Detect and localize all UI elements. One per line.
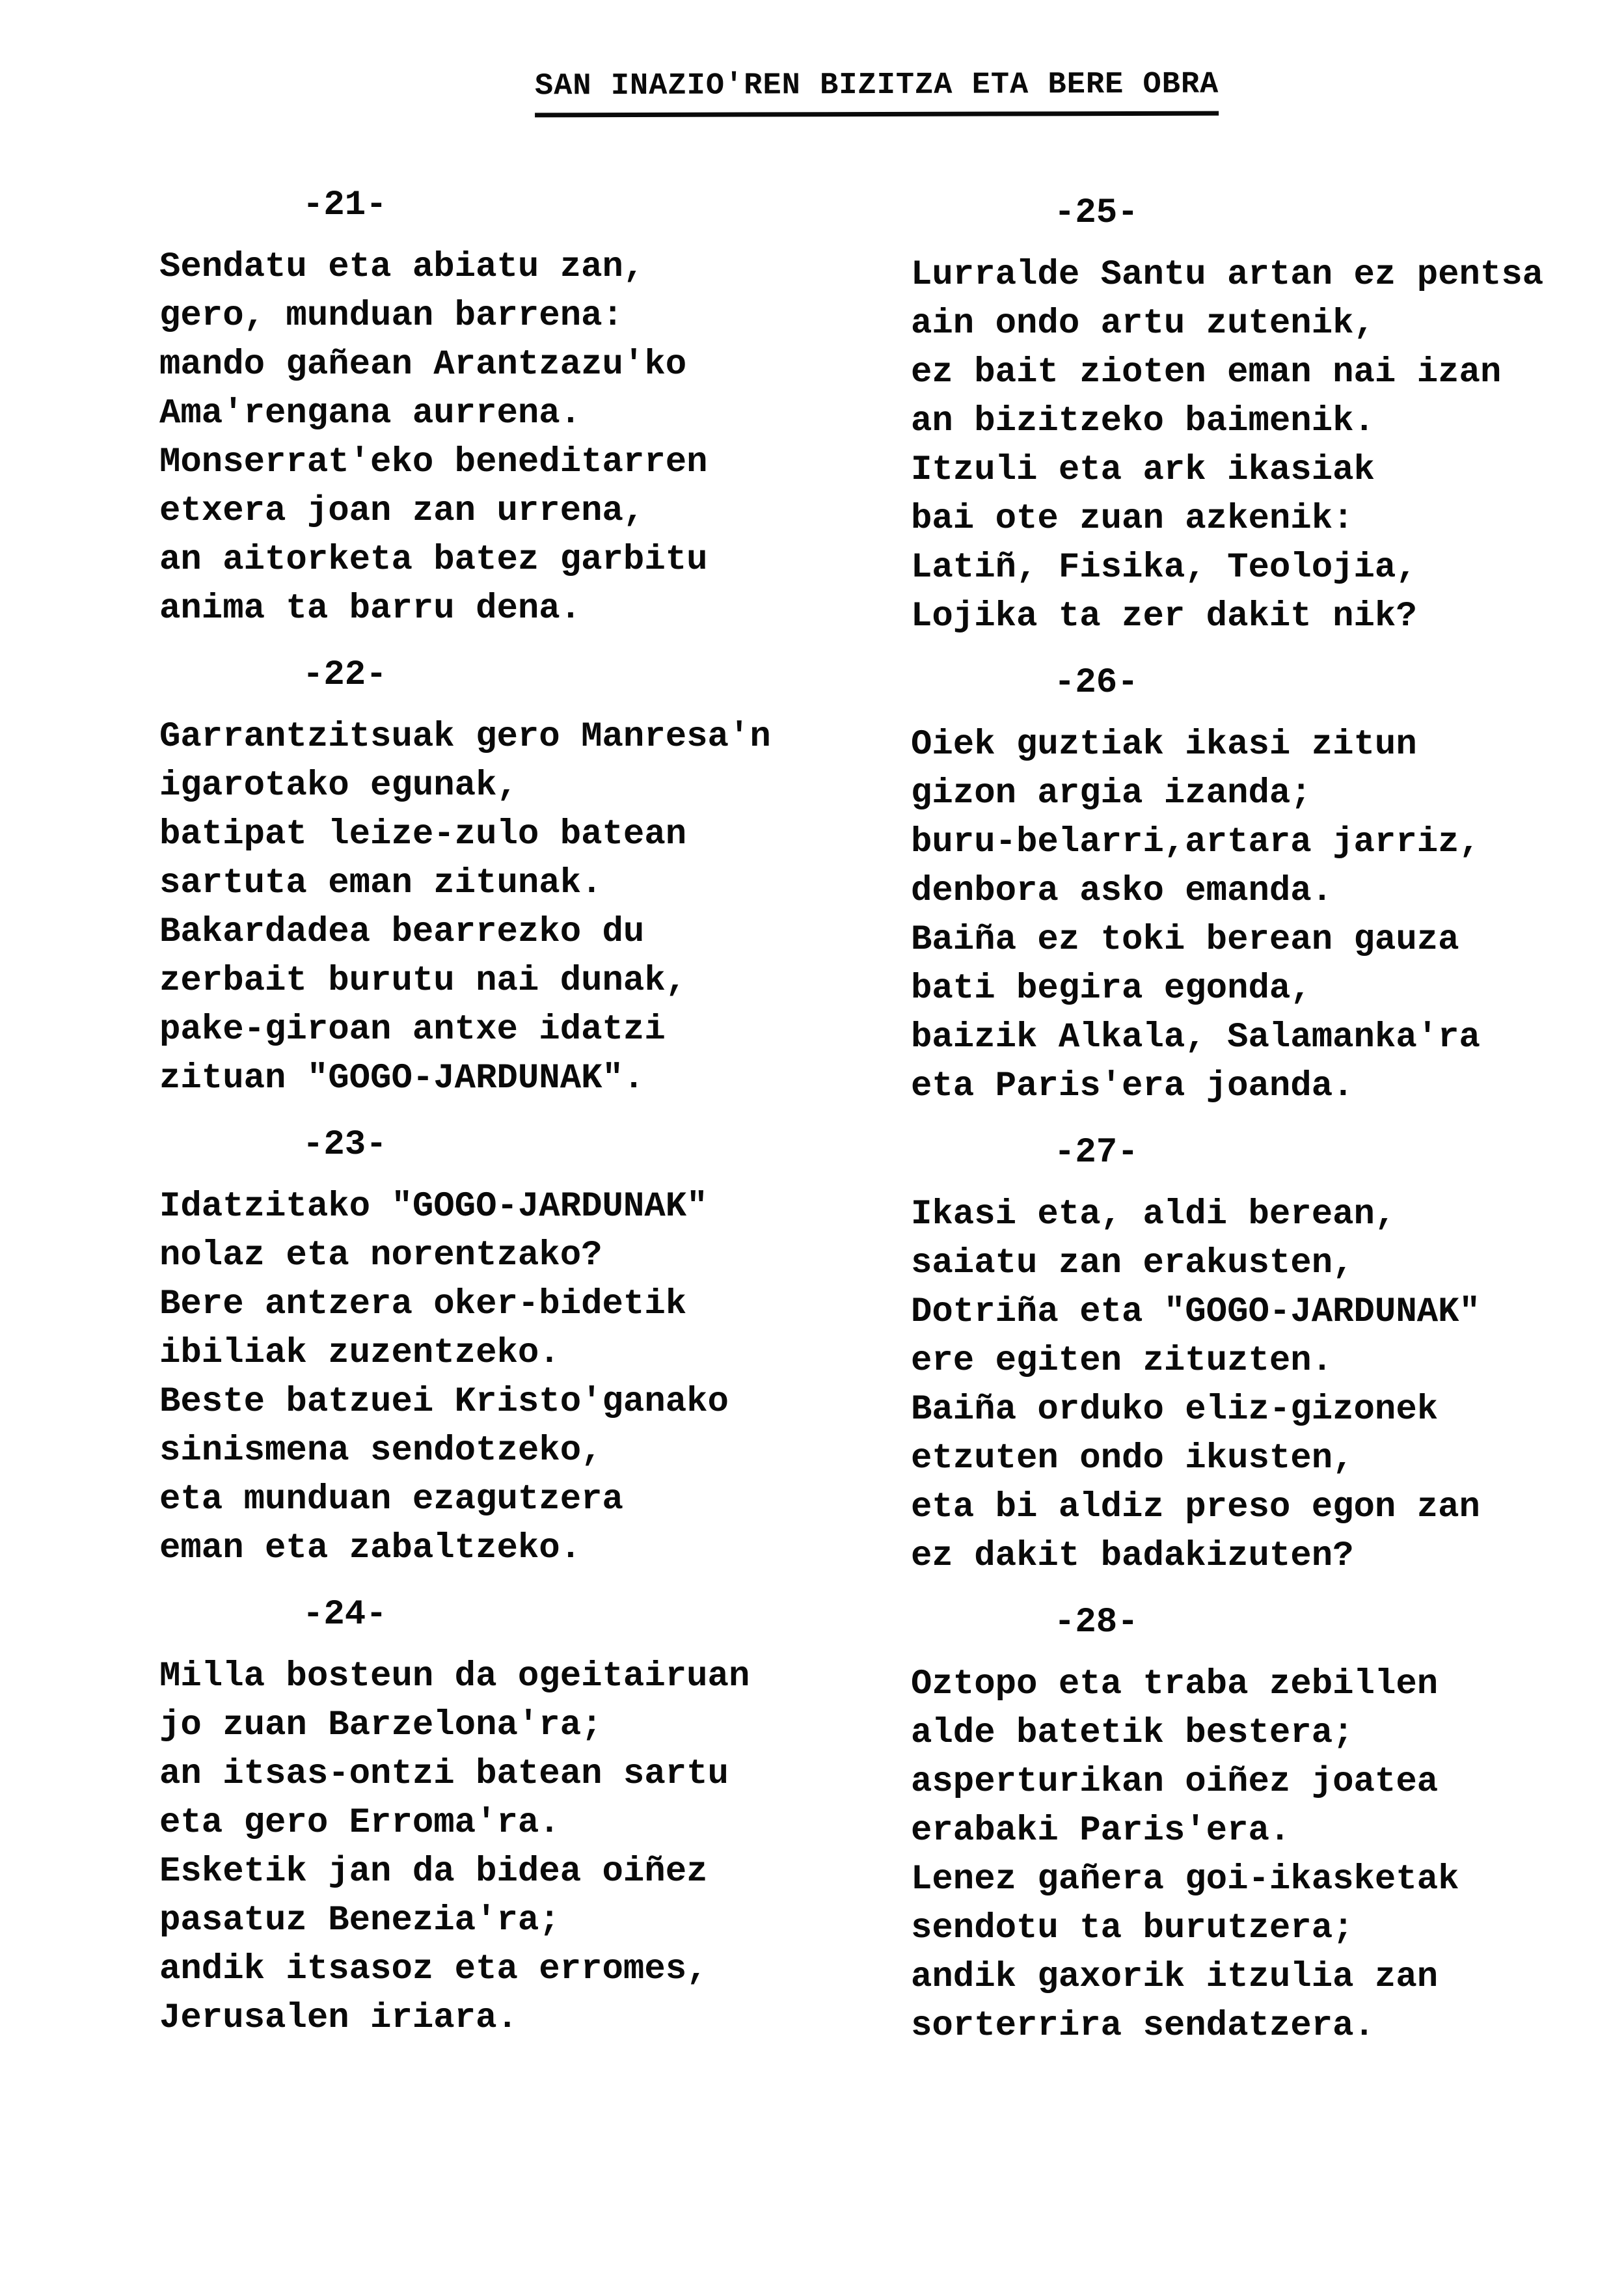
verse-line: eman eta zabaltzeko. bbox=[159, 1528, 582, 1568]
verse-line: eta munduan ezagutzera bbox=[159, 1480, 623, 1519]
verse-line: sorterrira sendatzera. bbox=[911, 2006, 1375, 2046]
verse-line: Esketik jan da bidea oiñez bbox=[159, 1852, 708, 1892]
verse-line: Idatzitako "GOGO-JARDUNAK" bbox=[159, 1187, 708, 1227]
verse-line: sendotu ta burutzera; bbox=[911, 1908, 1354, 1948]
verse-line: ez dakit badakizuten? bbox=[911, 1536, 1354, 1576]
verse-line: eta gero Erroma'ra. bbox=[159, 1803, 560, 1843]
verse-line: ere egiten zituzten. bbox=[911, 1341, 1333, 1381]
verse-line: etxera joan zan urrena, bbox=[159, 491, 645, 531]
verse-line: ez bait zioten eman nai izan bbox=[911, 353, 1502, 392]
stanza-number: -21- bbox=[303, 185, 387, 225]
stanza bbox=[911, 659, 1614, 1111]
verse-line: Baiña orduko eliz-gizonek bbox=[911, 1390, 1439, 1430]
verse-line: Oiek guztiak ikasi zitun bbox=[911, 725, 1417, 765]
verse-line: Lurralde Santu artan ez pentsa bbox=[911, 255, 1544, 295]
verse-line: Ama'rengana aurrena. bbox=[159, 394, 582, 433]
verse-line: pake-giroan antxe idatzi bbox=[159, 1010, 666, 1050]
verse-line: Ikasi eta, aldi berean, bbox=[911, 1195, 1396, 1234]
verse-line: mando gañean Arantzazu'ko bbox=[159, 345, 687, 385]
stanza bbox=[911, 1128, 1614, 1581]
verse-line: igarotako egunak, bbox=[159, 766, 518, 806]
page-title: SAN INAZIO'REN BIZITZA ETA BERE OBRA bbox=[535, 66, 1219, 118]
stanza bbox=[159, 181, 817, 633]
stanza bbox=[159, 651, 817, 1103]
verse-line: an bizitzeko baimenik. bbox=[911, 401, 1375, 441]
verse-line: alde batetik bestera; bbox=[911, 1713, 1354, 1753]
verse-line: bai ote zuan azkenik: bbox=[911, 499, 1354, 539]
verse-line: Monserrat'eko beneditarren bbox=[159, 442, 708, 482]
stanza-number: -26- bbox=[1054, 663, 1139, 703]
verse-line: saiatu zan erakusten, bbox=[911, 1243, 1354, 1283]
verse-line: denbora asko emanda. bbox=[911, 871, 1333, 911]
verse-line: Bere antzera oker-bidetik bbox=[159, 1284, 687, 1324]
stanza bbox=[911, 189, 1614, 641]
verse-line: Milla bosteun da ogeitairuan bbox=[159, 1657, 750, 1696]
stanza bbox=[159, 1590, 817, 2043]
verse-line: Lojika ta zer dakit nik? bbox=[911, 597, 1417, 636]
stanza-number: -24- bbox=[303, 1595, 387, 1635]
verse-line: Jerusalen iriara. bbox=[159, 1998, 518, 2038]
verse-line: erabaki Paris'era. bbox=[911, 1811, 1291, 1851]
verse-column-left bbox=[159, 181, 817, 2060]
verse-line: andik itsasoz eta erromes, bbox=[159, 1949, 708, 1989]
stanza-number: -22- bbox=[303, 655, 387, 695]
verse-line: Dotriña eta "GOGO-JARDUNAK" bbox=[911, 1292, 1480, 1332]
verse-line: ain ondo artu zutenik, bbox=[911, 304, 1375, 344]
verse-line: anima ta barru dena. bbox=[159, 589, 582, 629]
stanza bbox=[911, 1598, 1614, 2050]
verse-line: zituan "GOGO-JARDUNAK". bbox=[159, 1059, 645, 1098]
verse-line: eta bi aldiz preso egon zan bbox=[911, 1487, 1480, 1527]
stanza-number: -25- bbox=[1054, 193, 1139, 233]
verse-line: nolaz eta norentzako? bbox=[159, 1236, 602, 1275]
verse-line: ibiliak zuzentzeko. bbox=[159, 1333, 560, 1373]
verse-line: Latiñ, Fisika, Teolojia, bbox=[911, 548, 1417, 588]
verse-line: jo zuan Barzelona'ra; bbox=[159, 1705, 602, 1745]
stanza-number: -23- bbox=[303, 1125, 387, 1165]
verse-line: etzuten ondo ikusten, bbox=[911, 1439, 1354, 1478]
verse-line: Itzuli eta ark ikasiak bbox=[911, 450, 1375, 490]
verse-line: baizik Alkala, Salamanka'ra bbox=[911, 1018, 1480, 1057]
verse-line: gizon argia izanda; bbox=[911, 774, 1312, 813]
stanza-number: -28- bbox=[1054, 1603, 1139, 1642]
verse-line: Baiña ez toki berean gauza bbox=[911, 920, 1459, 960]
verse-line: eta Paris'era joanda. bbox=[911, 1066, 1354, 1106]
verse-line: zerbait burutu nai dunak, bbox=[159, 961, 687, 1001]
verse-line: Oztopo eta traba zebillen bbox=[911, 1664, 1439, 1704]
stanza-number: -27- bbox=[1054, 1133, 1139, 1173]
verse-line: an aitorketa batez garbitu bbox=[159, 540, 708, 580]
verse-line: Sendatu eta abiatu zan, bbox=[159, 247, 645, 287]
verse-line: Bakardadea bearrezko du bbox=[159, 912, 645, 952]
verse-line: andik gaxorik itzulia zan bbox=[911, 1957, 1439, 1997]
verse-line: sartuta eman zitunak. bbox=[159, 863, 602, 903]
verse-line: sinismena sendotzeko, bbox=[159, 1431, 602, 1471]
verse-line: Beste batzuei Kristo'ganako bbox=[159, 1382, 729, 1422]
verse-line: Garrantzitsuak gero Manresa'n bbox=[159, 717, 771, 757]
verse-line: bati begira egonda, bbox=[911, 969, 1312, 1009]
verse-line: Lenez gañera goi-ikasketak bbox=[911, 1860, 1459, 1899]
verse-line: an itsas-ontzi batean sartu bbox=[159, 1754, 729, 1794]
stanza bbox=[159, 1121, 817, 1573]
verse-line: buru-belarri,artara jarriz, bbox=[911, 822, 1480, 862]
verse-line: gero, munduan barrena: bbox=[159, 296, 623, 336]
verse-line: pasatuz Benezia'ra; bbox=[159, 1901, 560, 1940]
verse-line: asperturikan oiñez joatea bbox=[911, 1762, 1439, 1802]
verse-column-right bbox=[911, 181, 1614, 2068]
verse-line: batipat leize-zulo batean bbox=[159, 815, 687, 854]
